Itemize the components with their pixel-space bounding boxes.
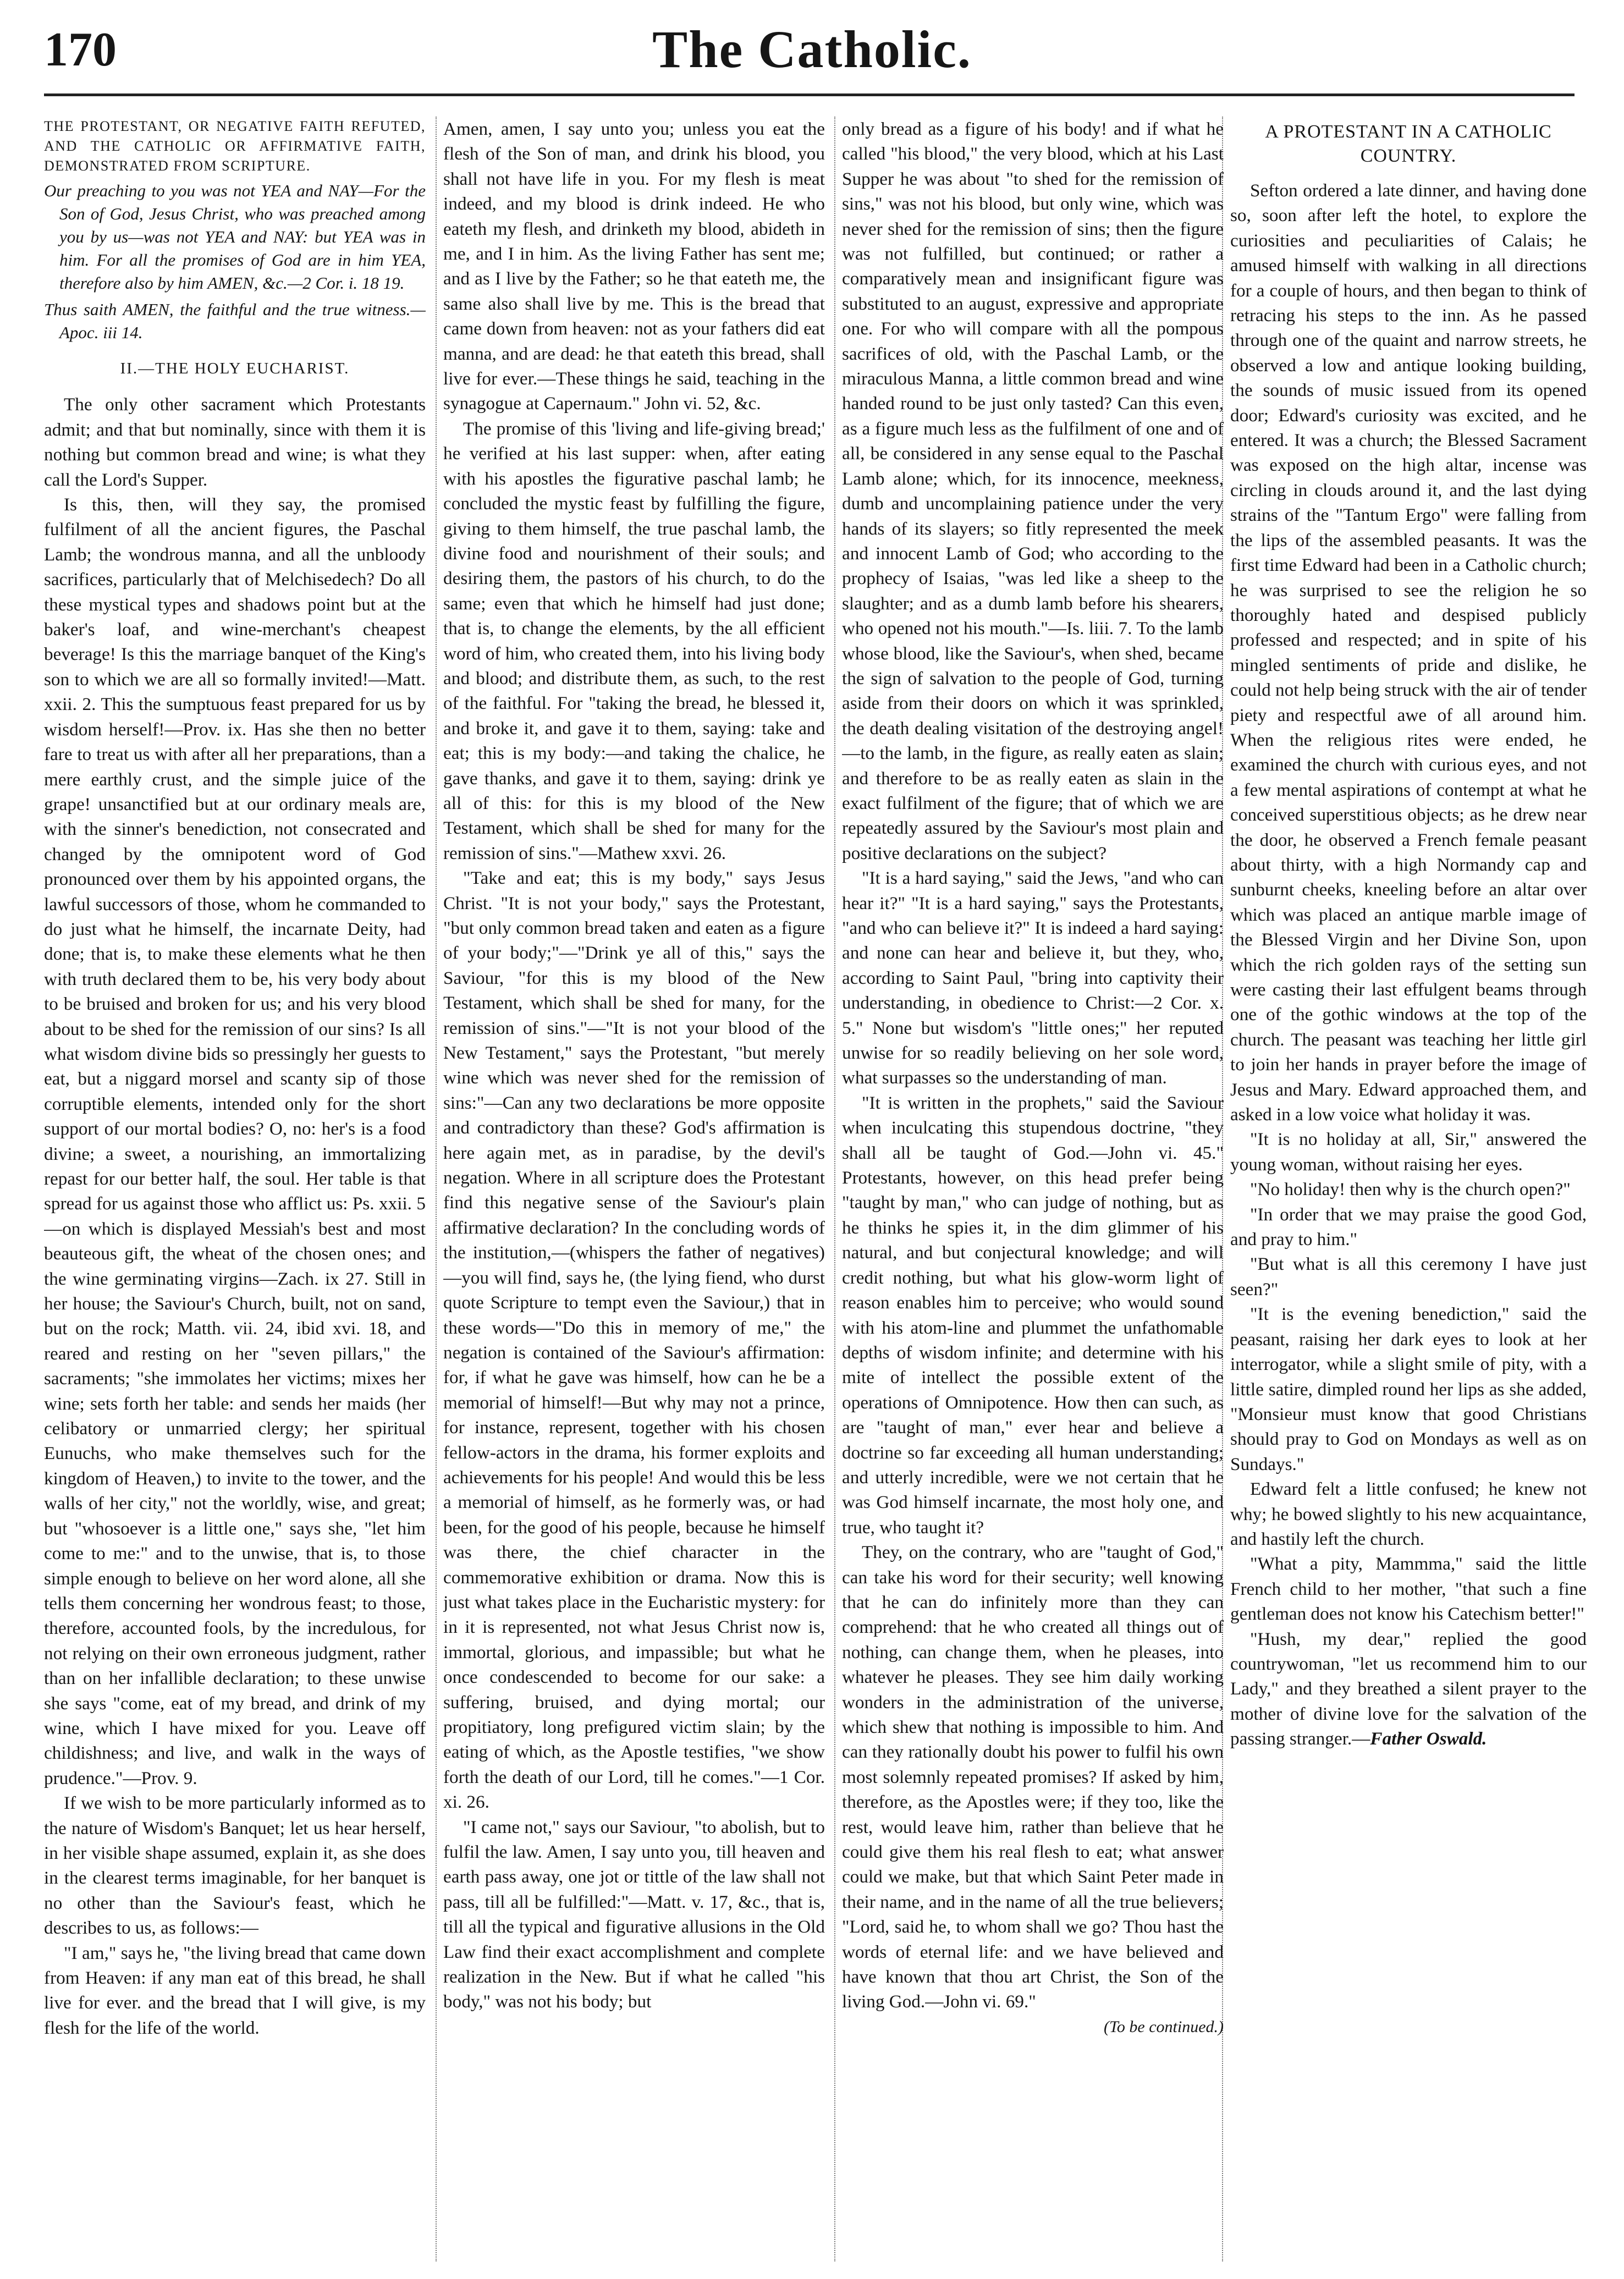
column-4 bbox=[1230, 117, 1587, 2261]
paragraph: "No holiday! then why is the church open?" bbox=[1250, 1179, 1571, 1200]
column-divider bbox=[834, 117, 835, 2261]
article-intro-heading: THE PROTESTANT, OR NEGATIVE FAITH REFUTED, AND THE CATHOLIC OR AFFIRMATIVE FAITH, DEMONSTRATED FROM SCRIPTURE. bbox=[44, 118, 426, 174]
continued-note: (To be continued.) bbox=[1103, 2017, 1224, 2036]
paragraph: If we wish to be more particularly informed as to the nature of Wisdom's Banquet; let us hear herself, in her visible shape assumed, explain it, as she does in the clearest terms imaginable, for her banquet is no other than the Saviour's feast, which he describes to us, as follows:— bbox=[44, 1793, 426, 1939]
paragraph: "I am," says he, "the living bread that came down from Heaven: if any man eat of this bread, he shall live for ever. and the bread that I will give, is my flesh for the life of the world. bbox=[44, 1942, 426, 2038]
column-3 bbox=[842, 117, 1224, 2261]
paragraph: Amen, amen, I say unto you; unless you eat the flesh of the Son of man, and drink his blood, you shall not have life in you. For my flesh is meat indeed, and my blood is drink indeed. He who eateth my flesh, and drinketh my blood, abideth in me, and I in him. As the living Father has sent me; and as I live by the Father; so he that eateth me, the same also shall live by me. This is the bread that came down from heaven: not as your fathers did eat manna, and are dead: he that eateth this bread, shall live for ever.—These things he said, teaching in the synagogue at Capernaum." John vi. 52, &c. bbox=[443, 119, 825, 414]
paragraph: "What a pity, Mammma," said the little French child to her mother, "that such a fine gentleman does not know his Catechism better!" bbox=[1230, 1554, 1587, 1625]
paragraph: "In order that we may praise the good God, and pray to him." bbox=[1230, 1204, 1587, 1250]
section-heading: II.—THE HOLY EUCHARIST. bbox=[120, 360, 350, 377]
final-paragraph bbox=[1230, 1627, 1587, 1752]
column-1 bbox=[44, 117, 426, 2261]
paragraph: The promise of this 'living and life-giving bread;' he verified at his last supper: when, after eating with his apostles the figurative paschal lamb; he concluded the mystic feast by fulfilling the figure, giving to them himself, the true paschal lamb, the divine food and nourishment of their souls; and desiring them, the pastors of his church, to do the same; even that which he himself had just done; that is, to change the elements, by the all efficient word of him, who created them, into his living body and blood; and distribute them, as such, to the rest of the faithful. For "taking the bread, he blessed it, and broke it, and gave it to them, saying: take and eat; this is my body:—and taking the chalice, he gave thanks, and gave it to them, saying: drink ye all of this: for this is my blood of the New Testament, which shall be shed for many for the remission of sins."—Mathew xxvi. 26. bbox=[443, 418, 825, 863]
paragraph: "It is no holiday at all, Sir," answered the young woman, without raising her eyes. bbox=[1230, 1129, 1587, 1175]
author-signature: Father Oswald. bbox=[1370, 1728, 1487, 1749]
paragraph: "Take and eat; this is my body," says Jesus Christ. "It is not your body," says the Protestant, "but only common bread taken and eaten as a figure of your body;"—"Drink ye all of this," says the Saviour, "for this is my blood of the New Testament, which shall be shed for many, for the remission of sins."—"It is not your blood of the New Testament," says the Protestant, "but merely wine which was never shed for the remission of sins:"—Can any two declarations be more opposite and contradictory than these? God's affirmation is here again met, as in paradise, by the devil's negation. Where in all scripture does the Protestant find this negative sense of the Saviour's plain affirmative declaration? In the concluding words of the institution,—(whispers the father of negatives)—you will find, says he, (the lying fiend, who durst quote Scripture to tempt even the Saviour,) that in these words—"Do this in memory of me," the negation is contained of the Saviour's affirmation: for, if what he gave was himself, how can he be a memorial of himself!—But why may not a prince, for instance, represent, together with his chosen fellow-actors in the drama, his former exploits and achievements for his people! And would this be less a memorial of himself, as he formerly was, or had been, for the good of his people, because he himself was there, the chief character in the commemorative exhibition or drama. Now this is just what takes place in the Eucharistic mystery: for in it is represented, not what Jesus Christ now is, immortal, glorious, and impassible; but what he once condescended to become for our sake: a suffering, bruised, and dying mortal; our propitiatory, long prefigured victim slain; by the eating of which, as the Apostle testifies, "we show forth the death of our Lord, till he comes."—1 Cor. xi. 26. bbox=[443, 868, 825, 1813]
paragraph: "But what is all this ceremony I have just seen?" bbox=[1230, 1254, 1587, 1300]
epigraph: Our preaching to you was not YEA and NAY—For the Son of God, Jesus Christ, who was preached among you by us—was not YEA and NAY: but YEA was in him. For all the promises of God are in him YEA, therefore also by him AMEN, &c.—2 Cor. i. 18 19. bbox=[44, 181, 426, 293]
paragraph: Edward felt a little confused; he knew not why; he bowed slightly to his new acquaintance, and hastily left the church. bbox=[1230, 1479, 1587, 1549]
paragraph: only bread as a figure of his body! and if what he called "his blood," the very blood, which at his Last Supper he was about "to shed for the remission of sins," was not his blood, but only wine, which was never shed for the remission of sins; then the figure was not fulfilled, but continued; or rather a comparatively mean and insignificant figure was substituted to an august, expressive and appropriate one. For who will compare with all the pompous sacrifices of old, with the Paschal Lamb, or the miraculous Manna, a little common bread and wine handed round to be just only tasted? Can this even, as a figure much less as the fulfilment of one and of all, be considered in any sense equal to the Paschal Lamb alone; which, for its innocence, meekness, dumb and uncomplaining patience under the very hands of its slayers; so fitly represented the meek and innocent Lamb of God; who according to the prophecy of Isaias, "was led like a sheep to the slaughter; and as a dumb lamb before his shearers, who opened not his mouth."—Is. liii. 7. To the lamb whose blood, like the Saviour's, when shed, became the sign of salvation to the people of God, turning aside from their doors on which it was sprinkled, the death dealing visitation of the destroying angel!—to the lamb, in the figure, as really eaten as slain; and therefore to be as really eaten as slain in the exact fulfilment of the figure; that of which we are repeatedly assured by the Saviour's most plain and positive declarations on the subject? bbox=[842, 119, 1224, 863]
header-rule bbox=[44, 93, 1575, 96]
paragraph: They, on the contrary, who are "taught of God," can take his word for their security; well knowing that he can do infinitely more than they can comprehend: that he who created all things out of nothing, can change them, when he pleases, into whatever he pleases. They see him daily working wonders in the administration of the universe, which shew that nothing is impossible to him. And can they rationally doubt his power to fulfil his own most solemnly repeated promises? If asked by him, therefore, as the Apostles were; if they too, like the rest, would leave him, rather than believe that he could give them his real flesh to eat; what answer could we make, but that which Saint Peter made in their name, and in the name of all the true believers; "Lord, said he, to whom shall we go? Thou hast the words of eternal life: and we have believed and have known that thou art Christ, the Son of the living God.—John vi. 69." bbox=[842, 1542, 1224, 2012]
epigraph: Thus saith AMEN, the faithful and the true witness.—Apoc. iii 14. bbox=[44, 300, 426, 342]
paragraph: "It is the evening benediction," said the peasant, raising her dark eyes to look at her interrogator, while a slight smile of pity, with a little satire, dimpled round her lips as she added, "Monsieur must know that good Christians should pray to God on Mondays as well as on Sundays." bbox=[1230, 1304, 1587, 1474]
paragraph-text: "Hush, my dear," replied the good countrywoman, "let us recommend him to our Lady," and they breathed a silent prayer to the mother of divine love for the salvation of the passing stranger.— bbox=[1230, 1628, 1587, 1749]
paragraph: "It is a hard saying," said the Jews, "and who can hear it?" "It is a hard saying," says the Protestants, "and who can believe it?" It is indeed a hard saying: and none can hear and believe it, but they, who, according to Saint Paul, "bring into captivity their understanding, in obedience to Christ:—2 Cor. x. 5." None but wisdom's "little ones;" her reputed unwise for so readily believing on her sole word, what surpasses so the understanding of man. bbox=[842, 868, 1224, 1088]
paragraph: The only other sacrament which Protestants admit; and that but nominally, since with them it is nothing but common bread and wine; is what they call the Lord's Supper. bbox=[44, 394, 426, 490]
page-header bbox=[0, 0, 1624, 88]
paragraph: Sefton ordered a late dinner, and having done so, soon after left the hotel, to explore the curiosities and peculiarities of Calais; he amused himself with walking in all directions for a couple of hours, and then began to think of retracing his steps to the inn. As he passed through one of the quaint and narrow streets, he observed a low and antique looking building, the sounds of music issued from its opened door; Edward's curiosity was excited, and he entered. It was a church; the Blessed Sacrament was exposed on the high altar, incense was circling in clouds around it, and the last dying strains of the "Tantum Ergo" were falling from the lips of the assembled peasants. It was the first time Edward had been in a Catholic church; he was surprised to see the religion he so thoroughly hated and despised publicly professed and respected; and in spite of his mingled sentiments of pride and dislike, he could not help being struck with the air of tender piety and respectful awe of all around him. When the religious rites were ended, he examined the church with curious eyes, and not a few mental aspirations of contempt at what he conceived superstitious objects; as he drew near the door, he observed a French female peasant about thirty, with a high Normandy cap and sunburnt cheeks, kneeling before an altar over which was placed an antique marble image of the Blessed Virgin and her Divine Son, upon which the rich golden rays of the setting sun were casting their last effulgent beams through one of the gothic windows at the top of the church. The peasant was teaching her little girl to join her hands in prayer before the image of Jesus and Mary. Edward approached them, and asked in a low voice what holiday it was. bbox=[1230, 180, 1587, 1125]
page-number: 170 bbox=[44, 23, 117, 76]
article-title: A PROTESTANT IN A CATHOLIC COUNTRY. bbox=[1265, 122, 1552, 166]
paragraph: Is this, then, will they say, the promised fulfilment of all the ancient figures, the Paschal Lamb; the wondrous manna, and all the unbloody sacrifices, particularly that of Melchisedech? Do all these mystical types and shadows point but at the baker's loaf, and wine-merchant's cheapest beverage! Is this the marriage banquet of the King's son to which we are all so formally invited!—Matt. xxii. 2. This the sumptuous feast prepared for us by wisdom herself!—Prov. ix. Has she then no better fare to treat us with after all her preparations, than a mere earthly crust, and the simple juice of the grape! unsanctified but at our ordinary meals are, with the sinner's benediction, not consecrated and changed by the omnipotent word of God pronounced over them by his appointed organs, the lawful successors of those, whom he commanded to do just what he himself, the incarnate Deity, had done; that is, to make these elements what he then with truth declared them to be, his very body about to be bruised and broken for us; and his very blood about to be shed for the remission of our sins? Is all what wisdom divine bids so pressingly her guests to eat, but a niggard morsel and scanty sip of those corruptible elements, intended only for the short support of our mortal bodies? O, no: her's is a food divine; a sweet, a nourishing, an immortalizing repast for our better half, the soul. Her table is that spread for us against those who afflict us: Ps. xxii. 5—on which is displayed Messiah's best and most beauteous gift, the wheat of the chosen ones; and the wine germinating virgins—Zach. ix 27. Still in her house; the Saviour's Church, built, not on sand, but on the rock; Matth. vii. 24, ibid xvi. 18, and reared and resting on her "seven pillars," the sacraments; "she immolates her victims; mixes her wine; sets forth her table: and sends her maids (her celibatory or unmarried clergy; her spiritual Eunuchs, who make themselves such for the kingdom of Heaven,) to invite to the tower, and the walls of her city," not the worldly, wise, and great; but "whosoever is a little one," says she, "let him come to me:" and to the unwise, that is, to those simple enough to believe on her word alone, all she tells them concerning her wondrous feast; to those, therefore, accounted fools, by the incredulous, for not relying on their own erroneous judgment, rather than on her infallible declaration; to these unwise she says "come, eat of my bread, and drink of my wine, which I have mixed for you. Leave off childishness; and live, and walk in the ways of prudence."—Prov. 9. bbox=[44, 494, 426, 1788]
column-divider bbox=[436, 117, 437, 2261]
paragraph: "It is written in the prophets," said the Saviour when inculcating this stupendous doctrine, "they shall all be taught of God.—John vi. 45." Protestants, however, on this head prefer being "taught by man," who can judge of nothing, but as he thinks he spies it, in the dim glimmer of his natural, and but conjectural knowledge; and will credit nothing, but what his glow-worm light of reason enables him to perceive; who would sound with his atom-line and plummet the unfathomable depths of wisdom infinite; and determine with his mite of intellect the possible extent of the operations of Omnipotence. How then can such, as are "taught of man," ever hear and believe a doctrine so far exceeding all human understanding; and utterly incredible, were we not certain that he was God himself incarnate, the most holy one, and true, who taught it? bbox=[842, 1092, 1224, 1538]
paragraph: "I came not," says our Saviour, "to abolish, but to fulfil the law. Amen, I say unto you, till heaven and earth pass away, one jot or tittle of the law shall not pass, till all be fulfilled:"—Matt. v. 17, &c., that is, till all the typical and figurative allusions in the Old Law find their exact accomplishment and complete realization in the New. But if what he called "his body," was not his body; but bbox=[443, 1816, 825, 2012]
masthead-title: The Catholic. bbox=[652, 20, 972, 79]
column-2 bbox=[443, 117, 825, 2261]
